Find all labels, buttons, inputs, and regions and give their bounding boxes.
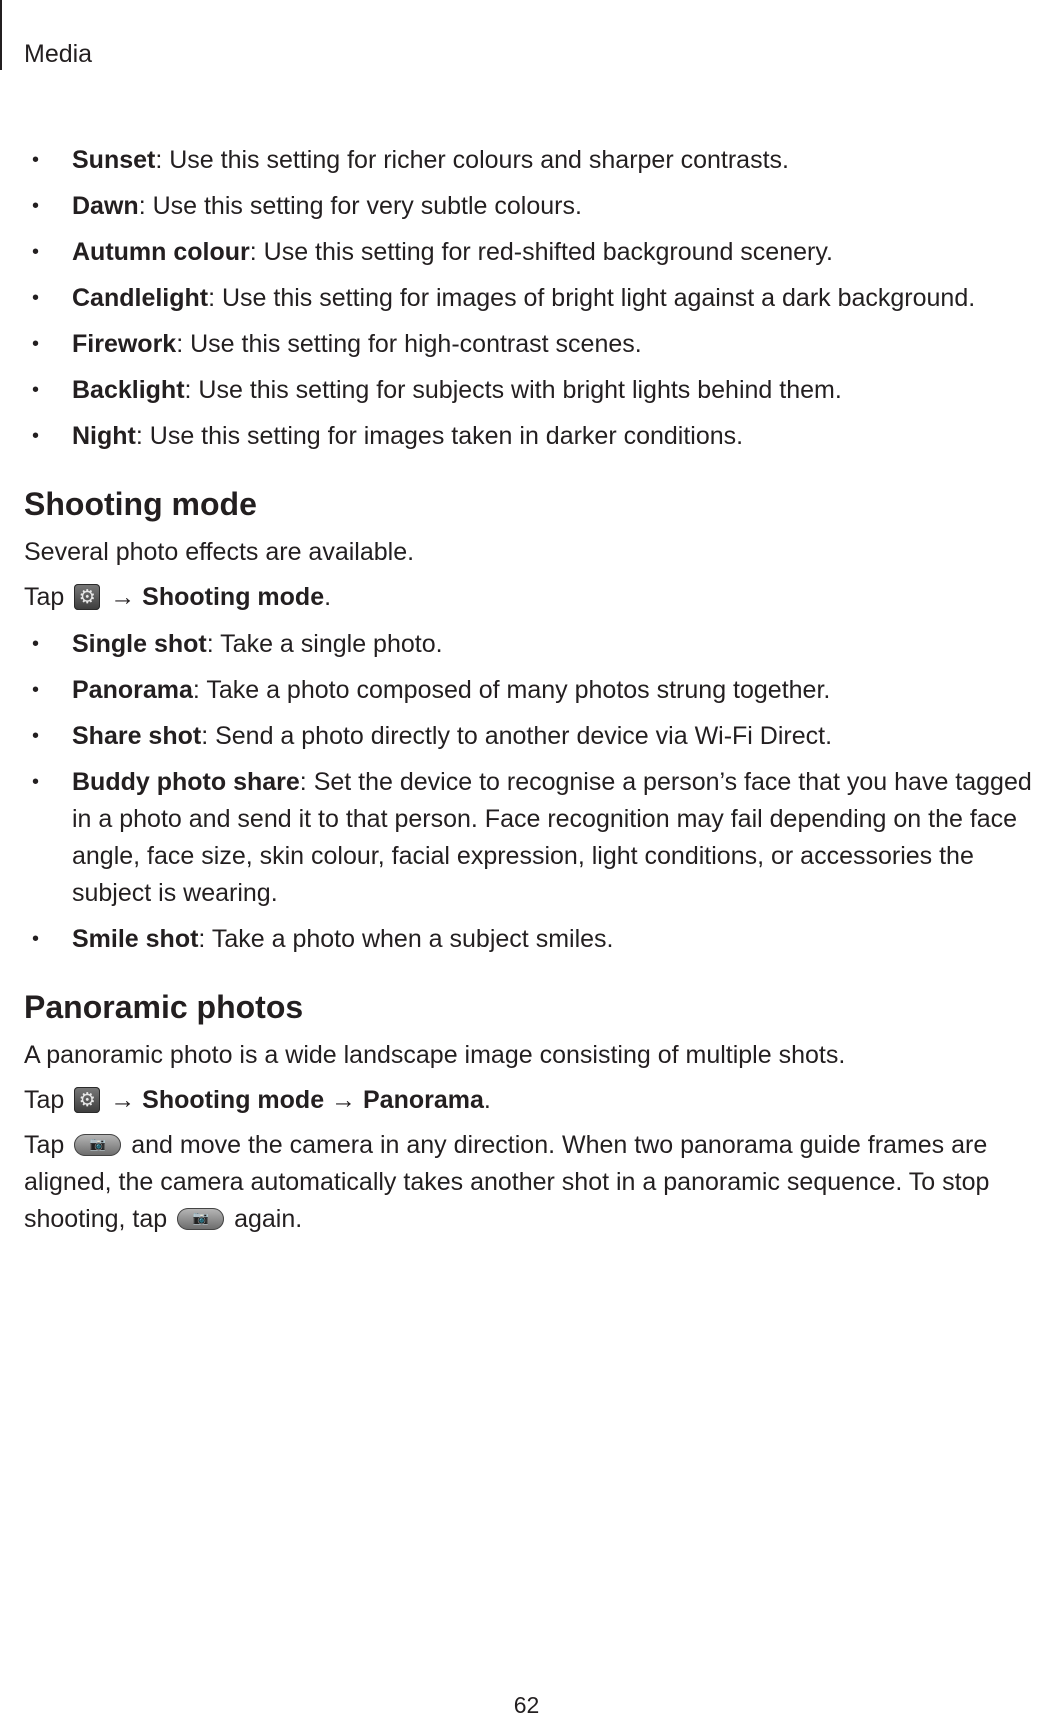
list-item: • Buddy photo share: Set the device to recognise a person’s face that you have tagged in a photo and send it to that person. Face recognition may fail depending on the face angle, face size, skin colour, facial expression, light conditions, or accessories the subject is wearing. [32,768,1032,907]
panoramic-instruction: Tap 📷 and move the camera in any direction. When two panorama guide frames are aligned, the camera automatically takes another shot in a panoramic sequence. To stop shooting, tap 📷 again. [24,1131,990,1233]
list-item: • Sunset: Use this setting for richer colours and sharper contrasts. [32,146,789,174]
list-item: • Panorama: Take a photo composed of many photos strung together. [32,676,831,704]
list-item: • Autumn colour: Use this setting for red-shifted background scenery. [32,238,833,266]
scene-mode-list [24,142,1036,455]
camera-icon: 📷 [74,1134,121,1156]
camera-icon: 📷 [177,1208,224,1230]
list-item: • Candlelight: Use this setting for images of bright light against a dark background. [32,284,976,312]
shooting-mode-heading: Shooting mode [24,486,257,522]
section-header: Media [24,40,93,68]
list-item: • Night: Use this setting for images taken in darker conditions. [32,422,744,450]
panoramic-intro: A panoramic photo is a wide landscape image consisting of multiple shots. [24,1041,846,1069]
page-number: 62 [513,1692,540,1718]
gear-icon: ⚙ [74,1087,100,1113]
list-item: • Single shot: Take a single photo. [32,630,443,658]
shooting-mode-intro: Several photo effects are available. [24,538,415,566]
shooting-mode-list [24,626,1036,958]
header-rule [0,0,2,70]
page-content [24,142,1036,1238]
panoramic-menu-path: Tap ⚙ → Shooting mode → Panorama. [24,1086,491,1114]
list-item: • Smile shot: Take a photo when a subject smiles. [32,925,614,953]
panoramic-heading: Panoramic photos [24,989,304,1025]
list-item: • Backlight: Use this setting for subjects with bright lights behind them. [32,376,842,404]
shooting-mode-instruction: Tap ⚙ → Shooting mode. [24,583,332,611]
list-item: • Share shot: Send a photo directly to another device via Wi-Fi Direct. [32,722,833,750]
gear-icon: ⚙ [74,584,100,610]
list-item: • Firework: Use this setting for high-contrast scenes. [32,330,642,358]
list-item: • Dawn: Use this setting for very subtle colours. [32,192,582,220]
